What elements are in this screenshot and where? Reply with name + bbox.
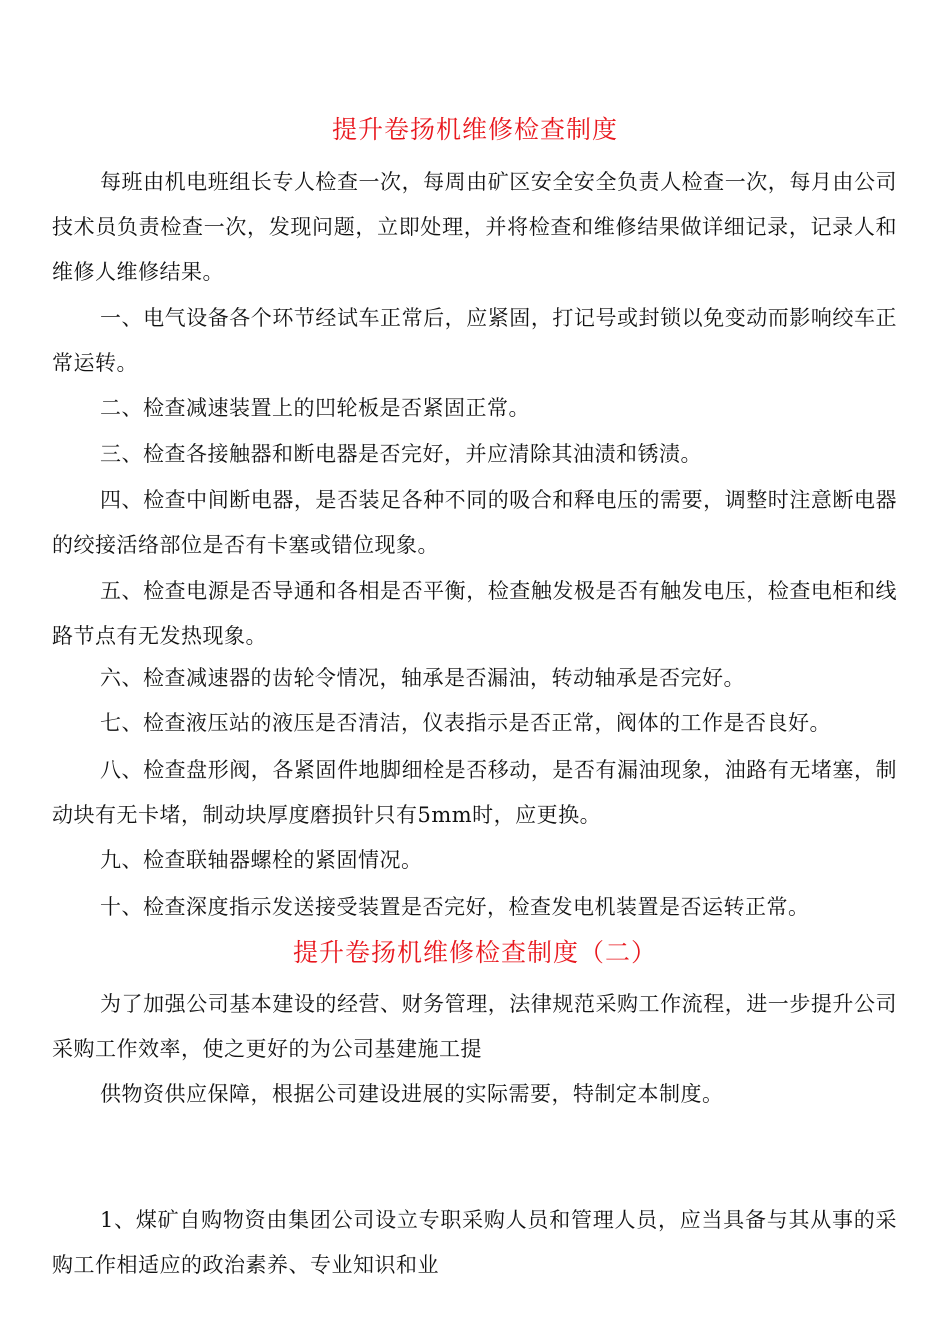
section1-item-9: 九、检查联轴器螺栓的紧固情况。: [100, 848, 423, 872]
section1-item-5: 五、检查电源是否导通和各相是否平衡，检查触发极是否有触发电压，检查电柜和线路节点有无发热现象。: [52, 579, 897, 648]
section1-item-10: 十、检查深度指示发送接受装置是否完好，检查发电机装置是否运转正常。: [100, 895, 810, 919]
section1-item-1: 一、电气设备各个环节经试车正常后，应紧固，打记号或封锁以免变动而影响绞车正常运转。: [52, 306, 897, 375]
section1-item-8: 八、检查盘形阀，各紧固件地脚细栓是否移动，是否有漏油现象，油路有无堵塞，制动块有无卡堵，制动块厚度磨损针只有5mm时，应更换。: [52, 758, 897, 827]
section1-item-7: 七、检查液压站的液压是否清洁，仪表指示是否正常，阀体的工作是否良好。: [100, 711, 831, 735]
section1-item-6: 六、检查减速器的齿轮令情况，轴承是否漏油，转动轴承是否完好。: [100, 666, 745, 690]
document-title-2: 提升卷扬机维修检查制度（二）: [292, 938, 657, 967]
section1-item-2: 二、检查减速装置上的凹轮板是否紧固正常。: [100, 396, 530, 420]
section2-item-1: 1、煤矿自购物资由集团公司设立专职采购人员和管理人员，应当具备与其从事的采购工作相适应的政治素养、专业知识和业: [52, 1208, 897, 1277]
section1-item-4: 四、检查中间断电器，是否装足各种不同的吸合和释电压的需要，调整时注意断电器的绞接活络部位是否有卡塞或错位现象。: [52, 488, 897, 557]
document-title: 提升卷扬机维修检查制度: [331, 115, 618, 144]
section2-intro-continued: 供物资供应保障，根据公司建设进展的实际需要，特制定本制度。: [100, 1082, 724, 1106]
section1-intro: 每班由机电班组长专人检查一次，每周由矿区安全安全负责人检查一次，每月由公司技术员负责检查一次，发现问题，立即处理，并将检查和维修结果做详细记录，记录人和维修人维修结果。: [52, 170, 897, 284]
section1-item-3: 三、检查各接触器和断电器是否完好，并应清除其油渍和锈渍。: [100, 442, 702, 466]
section2-intro: 为了加强公司基本建设的经营、财务管理，法律规范采购工作流程，进一步提升公司采购工作效率，使之更好的为公司基建施工提: [52, 992, 897, 1061]
